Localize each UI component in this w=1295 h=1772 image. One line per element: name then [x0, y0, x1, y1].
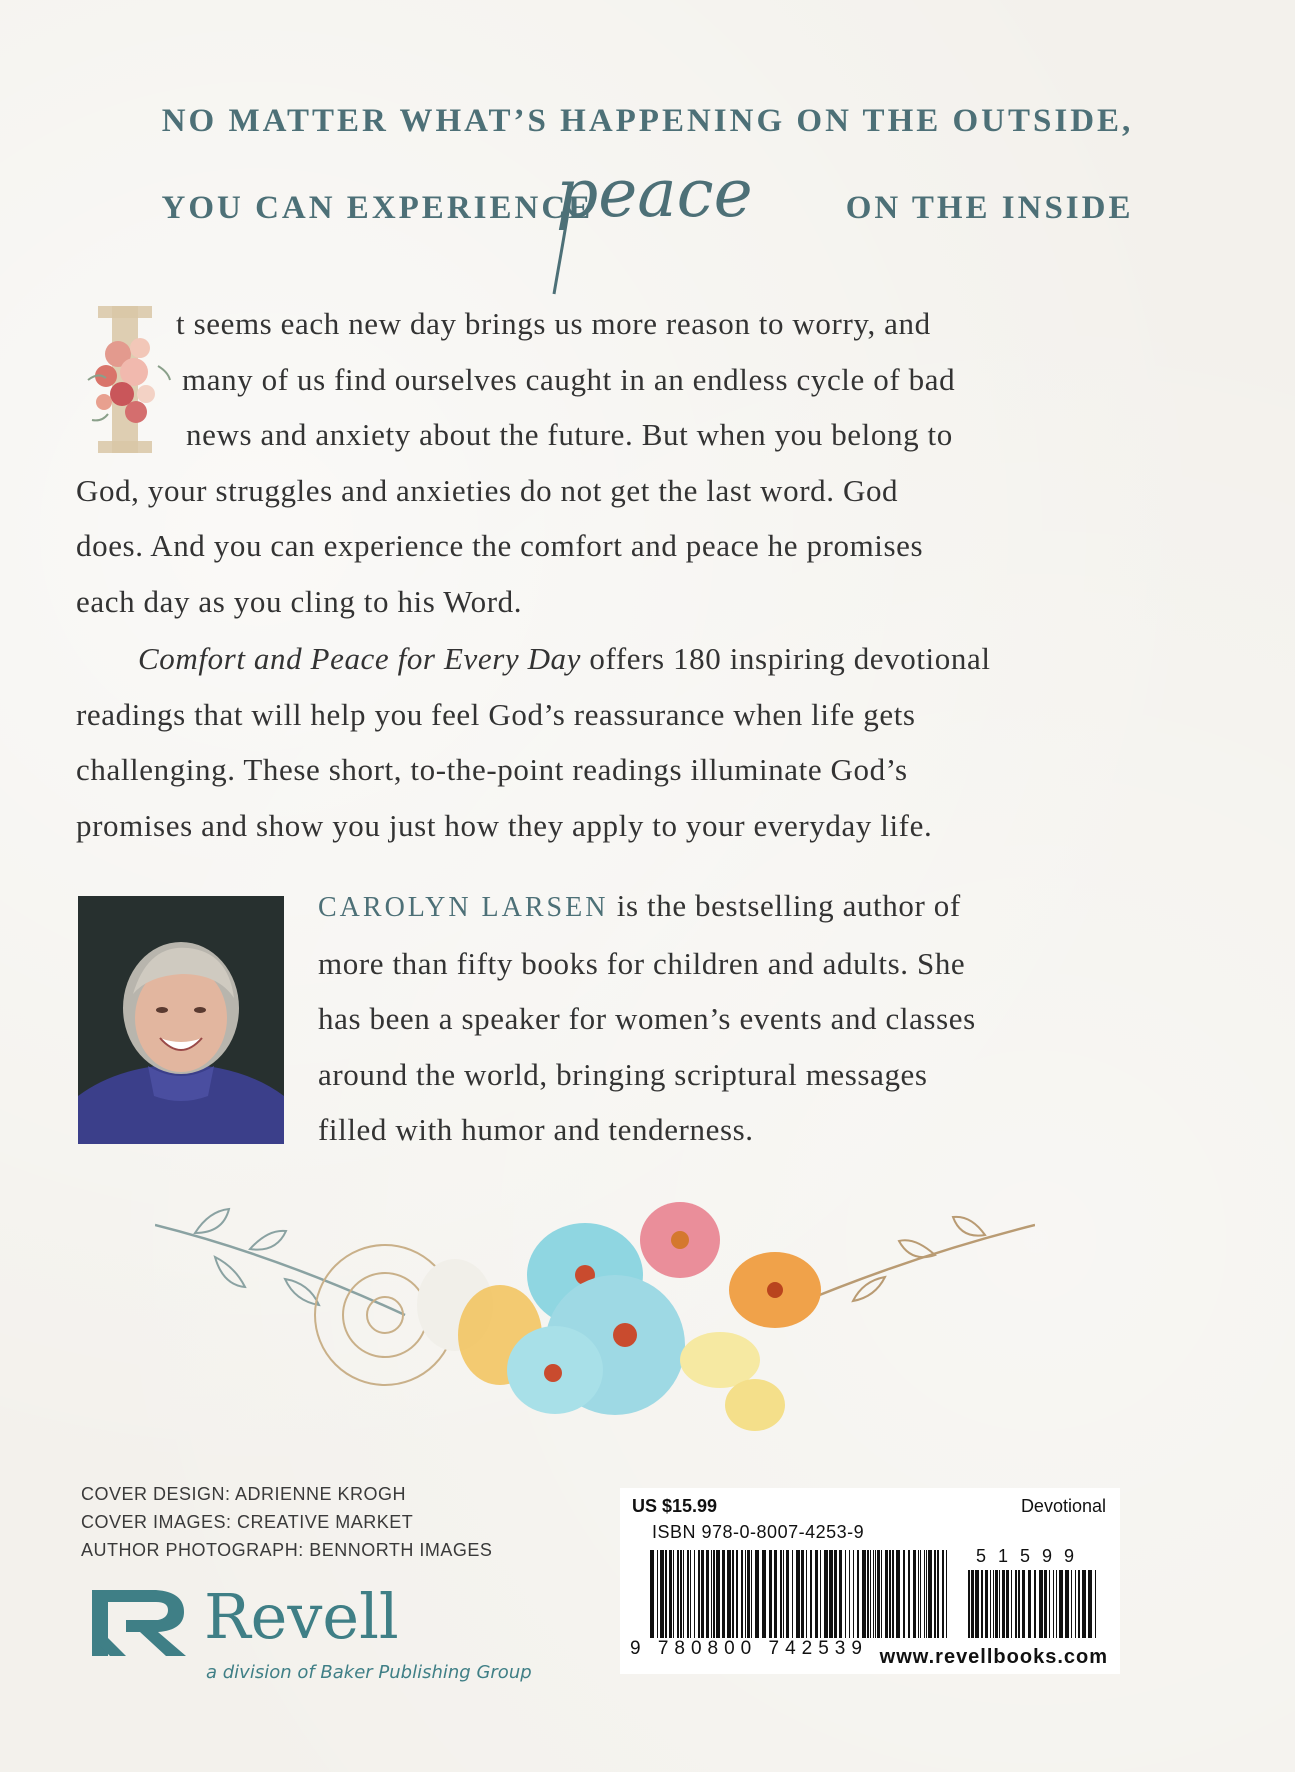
- isbn-barcode-icon: [650, 1550, 950, 1638]
- bio-first-line: [318, 878, 1118, 936]
- description-paragraph-2: [76, 631, 1086, 853]
- barcode-bar: [701, 1550, 704, 1638]
- barcode-bar: [834, 1550, 837, 1638]
- barcode-bar: [937, 1550, 939, 1638]
- paragraph-1-line: each day as you cling to his Word.: [76, 583, 523, 619]
- barcode-bar: [801, 1550, 804, 1638]
- headline-line-1: NO MATTER WHAT’S HAPPENING ON THE OUTSIDE,: [161, 103, 1134, 139]
- paragraph-2-line: challenging. These short, to-the-point readings illuminate God’s: [76, 752, 908, 787]
- revell-r-icon: [86, 1580, 196, 1660]
- paragraph-1-line: t seems each new day brings us more reason to worry, and: [176, 306, 931, 341]
- barcode-bar: [839, 1550, 842, 1638]
- barcode-bar: [875, 1550, 876, 1638]
- barcode-bar: [747, 1550, 750, 1638]
- barcode-bar: [867, 1550, 869, 1638]
- barcode-bar: [677, 1550, 679, 1638]
- barcode-digits: 9 780800 742539: [630, 1638, 868, 1659]
- price-label: US $15.99: [632, 1496, 718, 1516]
- barcode-bar: [732, 1550, 734, 1638]
- barcode-bar: [1011, 1570, 1012, 1638]
- barcode-bar: [673, 1550, 674, 1638]
- barcode-bar: [687, 1550, 689, 1638]
- barcode-bar: [892, 1550, 894, 1638]
- bio-line: more than fifty books for children and adults. She: [318, 945, 966, 981]
- barcode-bar: [985, 1570, 988, 1638]
- barcode-bar: [762, 1550, 766, 1638]
- paragraph-2-line: promises and show you just how they apply to your everyday life.: [76, 807, 933, 843]
- barcode-bar: [1059, 1570, 1063, 1638]
- barcode-bar: [1082, 1570, 1086, 1638]
- barcode-bar: [716, 1550, 720, 1638]
- author-photo: [78, 896, 284, 1144]
- paragraph-2-first-line-rest: offers 180 inspiring devotional: [581, 641, 991, 676]
- barcode-bar: [913, 1550, 916, 1638]
- paragraph-1-line: news and anxiety about the future. But when you belong to: [186, 417, 953, 452]
- barcode-bar: [657, 1550, 658, 1638]
- headline-line-2-before: YOU CAN EXPERIENCE: [161, 190, 594, 226]
- barcode-bar: [908, 1550, 910, 1638]
- barcode-bar: [845, 1550, 846, 1638]
- barcode-bar: [999, 1570, 1000, 1638]
- barcode-bar: [1044, 1570, 1047, 1638]
- barcode-bar: [722, 1550, 725, 1638]
- barcode-bar: [968, 1570, 970, 1638]
- barcode-bar: [1018, 1570, 1020, 1638]
- barcode-bar: [810, 1550, 812, 1638]
- headline-line-2-after: ON THE INSIDE: [845, 190, 1134, 226]
- barcode-bar: [736, 1550, 738, 1638]
- cover-credits: [81, 1480, 492, 1564]
- peace-script-word: [548, 158, 788, 298]
- barcode-bar: [665, 1550, 667, 1638]
- barcode-bar: [926, 1550, 927, 1638]
- bio-line: around the world, bringing scriptural messages: [318, 1056, 928, 1092]
- barcode-bar: [924, 1550, 925, 1638]
- barcode-bar: [1075, 1570, 1076, 1638]
- barcode-bar: [1022, 1570, 1025, 1638]
- paragraph-1-line: God, your struggles and anxieties do not get the last word. God: [76, 472, 899, 508]
- barcode-bar: [942, 1550, 944, 1638]
- barcode-bar: [769, 1550, 772, 1638]
- barcode-bar: [690, 1550, 691, 1638]
- description-paragraph-1: [76, 296, 1086, 629]
- barcode-bar: [1053, 1570, 1054, 1638]
- publisher-name: Revell: [204, 1580, 399, 1653]
- barcode-bar: [755, 1550, 759, 1638]
- bio-line: has been a speaker for women’s events and classes: [318, 1001, 976, 1036]
- barcode-bar: [971, 1570, 974, 1638]
- barcode-bar: [857, 1550, 859, 1638]
- barcode-bar: [820, 1550, 821, 1638]
- barcode-bar: [918, 1550, 919, 1638]
- category-label: Devotional: [1020, 1496, 1106, 1516]
- publisher-website: www.revellbooks.com: [879, 1646, 1108, 1668]
- barcode-bar: [745, 1550, 746, 1638]
- barcode-bar: [792, 1550, 793, 1638]
- paragraph-2-line: readings that will help you feel God’s reassurance when life gets: [76, 696, 916, 732]
- publisher-logo: [86, 1580, 546, 1700]
- barcode-bar: [1095, 1570, 1096, 1638]
- barcode-bar: [903, 1550, 905, 1638]
- peace-script-text: peace: [556, 158, 753, 232]
- publisher-subtitle: a division of Baker Publishing Group: [206, 1662, 532, 1683]
- barcode-bar: [806, 1550, 807, 1638]
- credit-cover-images: COVER IMAGES: CREATIVE MARKET: [81, 1512, 414, 1532]
- barcode-bar: [934, 1550, 936, 1638]
- barcode-bar: [928, 1550, 932, 1638]
- barcode-bar: [796, 1550, 800, 1638]
- paragraph-1-line: does. And you can experience the comfort and peace he promises: [76, 528, 924, 563]
- barcode-bar: [727, 1550, 731, 1638]
- barcode-bar: [1056, 1570, 1057, 1638]
- barcode-bar: [862, 1550, 866, 1638]
- barcode-bar: [783, 1550, 784, 1638]
- barcode-bar: [990, 1570, 991, 1638]
- barcode-bar: [824, 1550, 828, 1638]
- barcode-bar: [896, 1550, 900, 1638]
- bio-first-line-rest: is the bestselling author of: [608, 888, 961, 923]
- barcode-bar: [1006, 1570, 1009, 1638]
- barcode-bar: [660, 1550, 664, 1638]
- author-portrait-icon: [78, 896, 284, 1144]
- barcode-bar: [975, 1570, 979, 1638]
- author-bio: [318, 878, 1118, 1158]
- barcode-bar: [853, 1550, 854, 1638]
- barcode-bar: [1078, 1570, 1080, 1638]
- barcode-bar: [650, 1550, 654, 1638]
- barcode-bar: [946, 1550, 947, 1638]
- barcode-bar: [680, 1550, 682, 1638]
- barcode-bar: [889, 1550, 891, 1638]
- barcode-bar: [815, 1550, 818, 1638]
- barcode-bar: [829, 1550, 833, 1638]
- barcode-bar: [995, 1570, 998, 1638]
- book-title: Comfort and Peace for Every Day: [138, 641, 582, 676]
- barcode-bar: [1071, 1570, 1072, 1638]
- author-name: CAROLYN LARSEN: [318, 892, 609, 923]
- isbn-label: ISBN 978-0-8007-4253-9: [652, 1522, 865, 1542]
- credit-author-photograph: AUTHOR PHOTOGRAPH: BENNORTH IMAGES: [81, 1540, 493, 1560]
- barcode-bar: [881, 1550, 882, 1638]
- paragraph-2-first-line: [76, 631, 1086, 687]
- barcode-bar: [698, 1550, 700, 1638]
- barcode-bar: [1039, 1570, 1043, 1638]
- barcode-bar: [774, 1550, 777, 1638]
- barcode-bar: [694, 1550, 695, 1638]
- barcode-bar: [713, 1550, 715, 1638]
- barcode-bar: [1049, 1570, 1050, 1638]
- bio-line: filled with humor and tenderness.: [318, 1112, 754, 1147]
- barcode-bar: [885, 1550, 888, 1638]
- floral-ornament-icon: [155, 1195, 1035, 1450]
- barcode-bar: [1034, 1570, 1036, 1638]
- barcode-bar: [993, 1570, 994, 1638]
- barcode-bar: [786, 1550, 789, 1638]
- barcode-bar: [1002, 1570, 1005, 1638]
- barcode-bar: [981, 1570, 983, 1638]
- barcode-bar: [683, 1550, 684, 1638]
- addon-digits: 51599: [976, 1546, 1087, 1566]
- barcode-bar: [920, 1550, 921, 1638]
- barcode-bar: [706, 1550, 709, 1638]
- barcode-bar: [1015, 1570, 1017, 1638]
- credit-cover-design: COVER DESIGN: ADRIENNE KROGH: [81, 1484, 407, 1504]
- barcode-bar: [669, 1550, 672, 1638]
- price-addon-barcode-icon: [968, 1570, 1098, 1638]
- barcode-bar: [870, 1550, 871, 1638]
- paragraph-1-line: many of us find ourselves caught in an endless cycle of bad: [182, 361, 956, 397]
- barcode-bar: [873, 1550, 874, 1638]
- barcode-bar: [1065, 1570, 1069, 1638]
- barcode-panel: [620, 1488, 1120, 1674]
- barcode-bar: [711, 1550, 712, 1638]
- barcode-bar: [1028, 1570, 1031, 1638]
- barcode-bar: [741, 1550, 743, 1638]
- barcode-bar: [849, 1550, 850, 1638]
- barcode-bar: [780, 1550, 782, 1638]
- barcode-bar: [877, 1550, 880, 1638]
- barcode-bar: [1088, 1570, 1092, 1638]
- barcode-bar: [751, 1550, 752, 1638]
